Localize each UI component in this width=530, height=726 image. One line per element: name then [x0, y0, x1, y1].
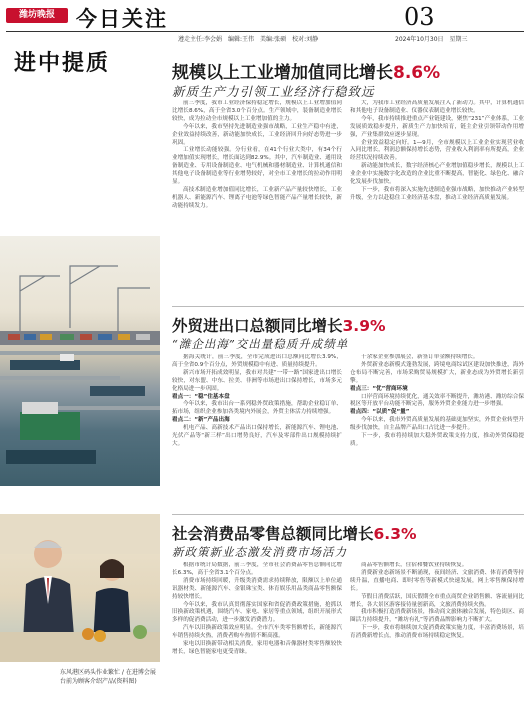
paragraph: 高技术制造业增加值同比增长，工业新产品产量较快增长，工业机器人、新能源汽车、锂离子电池等绿色智能产品产量增长较快，新动能持续发力。 [172, 186, 342, 209]
paragraph: 今年，我市持续推进重点产业链建设，聚焦“231”产业体系，工业发展质效稳步提升，新质生产力加快培育，链主企业引领带动作用增强，产业集群效应逐步显现。 [350, 115, 524, 138]
people-illustration [0, 514, 160, 662]
paragraph: 消费市场持续回暖，升级类消费需求持续释放，限额以上单位通讯器材类、新能源汽车、金银珠宝类、体育娱乐用品类商品零售额保持较快增长。 [172, 577, 342, 600]
article1-subhead: 新质生产力引领工业经济行稳致远 [172, 84, 375, 99]
paragraph: 大，为我市工业经济高质量发展注入了新动力。其中，计算机通信和其他电子设备制造业、仪器仪表制造业增长较快。 [350, 100, 524, 114]
paragraph: 今年以来，我市坚持先进制造业强市战略，工业生产稳中有进，企业效益持续改善，新动能加快成长，工业经济回升向好态势进一步巩固。 [172, 123, 342, 146]
paragraph: 机电产品、高新技术产品出口保持增长，新能源汽车、锂电池、光伏产品等“新三样”出口增势良好，汽车及零部件出口规模持续扩大。 [172, 425, 342, 447]
paragraph: 千余家企业参加展会，新签订单金额持续增长。 [361, 354, 479, 360]
subsection-label: 看点四：“以质”促“量” [350, 409, 410, 416]
section-divider [172, 514, 524, 515]
masthead [0, 0, 530, 42]
article3-subhead: 新政策新业态激发消费市场活力 [172, 545, 347, 559]
editor-credits: 遵走主任:李会娟 编辑:王伟 美编:张硕 校对:刘静 [178, 36, 319, 43]
article3-headline-text: 社会消费品零售总额同比增长 [172, 525, 374, 543]
subsection-label: 看点三：“优”营商环境 [350, 385, 408, 392]
paragraph: 据海关统计，前三季度，全市完成进出口总额同比增长3.9%，高于全省0.9个百分点，外贸规模稳中有进、质量持续提升。 [172, 354, 342, 368]
paragraph: 口岸营商环境持续优化，通关效率不断提升，潍坊港、潍坊综合保税区等开放平台功能不断完善，服务外贸企业能力进一步增强。 [350, 393, 524, 408]
paragraph: 家电以旧换新带动相关消费，家用电器和音像器材类零售额较快增长，绿色智能家电更受青睐。 [172, 641, 342, 655]
page-number: 03 [404, 3, 435, 31]
paragraph: 商品零售额增长，住宿和餐饮业持续恢复。 [361, 562, 468, 568]
article1-headline [172, 58, 440, 83]
article2-column-1 [172, 354, 342, 508]
article2-headline-text: 外贸进出口总额同比增长 [172, 317, 343, 335]
newspaper-logo: 潍坊晚报 [6, 8, 68, 23]
paragraph: 下一步，我市将深入实施先进制造业强市战略，加快推动产业转型升级，全力以赴稳住工业经济基本盘，推动工业经济高质量发展。 [350, 186, 524, 201]
expo-photo [0, 514, 160, 662]
subsection-label: 看点二：“新”产品出海 [172, 417, 230, 424]
paragraph: 汽车以旧换新政策效应明显。全市汽车类零售额增长，新能源汽车销售持续火热，消费者购车热情不断高涨。 [172, 625, 342, 640]
paragraph: 外贸新业态新模式蓬勃发展，跨境电商综试区建设加快推进，海外仓布局不断完善，市场采购贸易规模扩大，新业态成为外贸增长新引擎。 [350, 361, 524, 384]
photo-caption: 东风港区码头作业繁忙 / 在进博会展台前为顾客介绍产品(资料图) [60, 669, 156, 685]
article2-column-2 [350, 354, 524, 508]
paragraph: 节假日消费活跃，国庆假期全市重点商贸企业销售额、客流量同比增长，各大景区游客接待量创新高，文旅消费持续火热。 [350, 593, 524, 608]
paragraph: 前三季度，我市工业经济保持稳定增长，规模以上工业增加值同比增长8.6%，高于全省3.0个百分点。生产领域中，装备制造业增长较快，成为拉动全市规模以上工业增加值的主力。 [172, 100, 342, 122]
paragraph: 今年以来，我市外贸高质量发展的基础更加坚实，外贸企业转型升级步伐加快，自主品牌产品出口占比进一步提升。 [350, 417, 524, 432]
article1-headline-text: 规模以上工业增加值同比增长 [172, 63, 393, 83]
paragraph: 根据市统计局数据，前三季度，全市社会消费品零售总额同比增长6.3%，高于全省3.1个百分点。 [172, 562, 342, 576]
article3-headline [172, 522, 417, 544]
section-divider [172, 306, 524, 307]
paragraph: 工业增长动能较强。分行业看，在41个行业大类中，有34个行业增加值实现增长，增长面达到82.9%。其中，汽车制造业、通用设备制造业、专用设备制造业、电气机械和器材制造业、计算机通信和其他电子设备制造业等行业增势较好，对全市工业增长的拉动作用明显。 [172, 147, 342, 186]
paragraph: 下一步，我市将持续加大稳外贸政策支持力度，推动外贸保稳提质。 [350, 433, 524, 447]
article2-headline-number: 3.9% [342, 317, 386, 335]
main-headline: 进中提质 [14, 50, 111, 76]
port-photo [0, 236, 160, 486]
article3-column-1 [172, 562, 342, 722]
paragraph: 今年以来，我市认真贯彻落实国家和省促消费政策措施，抢抓以旧换新政策机遇，围绕汽车、家电、家居等重点领域，组织开展形式多样的促消费活动，进一步激发消费潜力。 [172, 601, 342, 624]
article1-column-1 [172, 100, 342, 300]
article3-headline-number: 6.3% [373, 525, 417, 543]
subsection-label: 看点一：“稳”住基本盘 [172, 393, 230, 400]
paragraph: 下一步，我市将继续加大促消费政策实施力度，丰富消费场景，培育消费新增长点，推动消费市场持续稳定恢复。 [350, 625, 524, 640]
paragraph: 新动能加快成长，数字经济核心产业增加值稳步增长，规模以上工业企业中实施数字化改造的企业比重不断提高，智能化、绿色化、融合化发展步伐加快。 [350, 163, 524, 186]
article2-subhead: “潍企出海”交出量稳质升成绩单 [172, 337, 349, 351]
section-title: 今日关注 [76, 6, 168, 31]
issue-date: 2024年10月30日 星期三 [395, 36, 468, 43]
article3-column-2 [350, 562, 524, 722]
paragraph: 消费新业态新场景不断涌现，夜间经济、文旅消费、体育消费等持续升温，直播电商、即时零售等新模式快速发展，网上零售额保持增长。 [350, 569, 524, 592]
port-illustration [0, 236, 160, 486]
paragraph: 新兴市场开拓成效明显，我市对共建“一带一路”国家进出口增长较快，对东盟、中东、拉美、非洲等市场进出口保持增长，市场多元化格局进一步巩固。 [172, 369, 342, 392]
article2-headline [172, 314, 386, 336]
article1-headline-number: 8.6% [393, 63, 441, 83]
paragraph: 企业效益稳定向好。1—9月，全市规模以上工业企业实现营业收入同比增长，利润总额保持增长态势，营业收入利润率有所提高，企业经营状况持续改善。 [350, 139, 524, 162]
masthead-divider [6, 31, 524, 32]
article1-column-2 [350, 100, 524, 300]
paragraph: 今年以来，我市出台一系列稳外贸政策措施，帮助企业稳订单、拓市场，组织企业参加各类境内外展会，外贸主体活力持续增强。 [172, 401, 342, 416]
paragraph: 我市积极打造消费新场景，推动商文旅体融合发展，特色街区、商圈活力持续提升，“潍坊有礼”等消费品牌影响力不断扩大。 [350, 609, 524, 624]
